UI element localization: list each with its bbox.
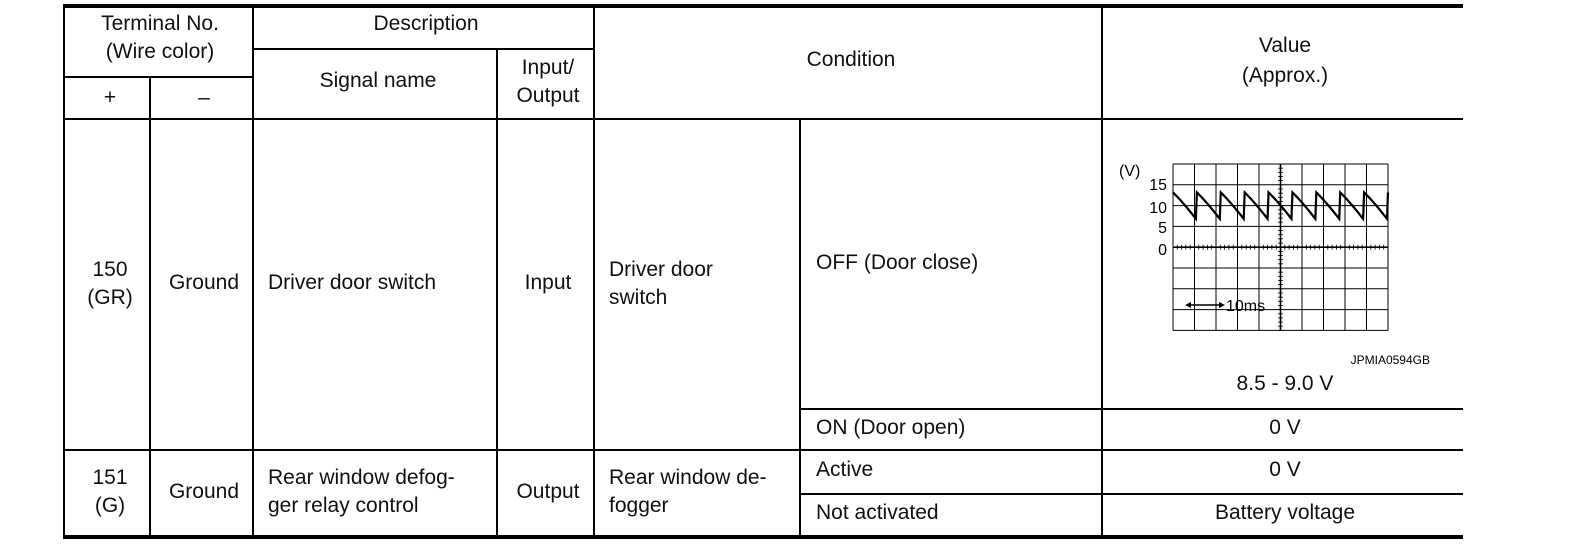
rule (496, 48, 498, 538)
ground-label: Ground (168, 271, 240, 294)
rule (63, 4, 65, 538)
timebase-label: 10ms (1226, 298, 1266, 315)
rule (593, 4, 595, 538)
tick-label: 15 (1149, 177, 1167, 194)
table-top-rule (63, 4, 1463, 8)
signal-name: Driver door switch (268, 271, 437, 294)
header-output: Output (516, 84, 580, 107)
signal-name: ger relay control (268, 494, 419, 517)
header-terminal-no: Terminal No. (101, 12, 219, 35)
rule (252, 4, 254, 538)
header-value: Value (1258, 34, 1312, 57)
figure-code: JPMIA0594GB (1350, 353, 1430, 367)
value-label: 0 V (1269, 416, 1301, 439)
rule (63, 449, 799, 451)
timebase-marker (1185, 298, 1265, 315)
rule (799, 493, 1463, 495)
condition-label: Rear window de- (609, 466, 767, 489)
value-label: Battery voltage (1214, 501, 1356, 524)
rule (799, 118, 801, 538)
state-label: ON (Door open) (816, 416, 966, 439)
rule (149, 76, 151, 538)
tick-label: 5 (1158, 220, 1167, 237)
rule (1101, 4, 1103, 538)
header-plus: + (103, 86, 117, 109)
tick-label: 10 (1149, 200, 1167, 217)
table-bottom-rule (63, 535, 1463, 539)
header-approx: (Approx.) (1241, 64, 1329, 87)
header-wire-color: (Wire color) (105, 40, 215, 63)
oscilloscope-graph (1115, 152, 1455, 372)
condition-label: switch (609, 286, 668, 309)
rule (252, 48, 593, 50)
header-description: Description (373, 12, 479, 35)
rule (799, 408, 1463, 410)
state-label: Active (816, 458, 874, 481)
rule (63, 118, 1463, 120)
rule (799, 449, 1463, 451)
condition-label: Driver door (609, 258, 713, 281)
state-label: Not activated (816, 501, 939, 524)
waveform-figure (1115, 152, 1455, 372)
wire-color: (GR) (87, 286, 133, 309)
header-minus: – (198, 86, 210, 109)
header-signal-name: Signal name (319, 69, 437, 92)
io-label: Output (516, 480, 580, 503)
wire-color: (G) (94, 494, 126, 517)
value-label: 8.5 - 9.0 V (1236, 372, 1334, 395)
tick-label: 0 (1158, 242, 1167, 259)
condition-label: fogger (609, 494, 669, 517)
voltage-unit-label: (V) (1119, 163, 1141, 180)
terminal-number: 151 (92, 466, 128, 489)
header-condition: Condition (806, 48, 896, 71)
signal-name: Rear window defog- (268, 466, 455, 489)
header-input: Input/ (521, 56, 575, 79)
terminal-number: 150 (92, 258, 128, 281)
rule (63, 76, 252, 78)
value-label: 0 V (1269, 458, 1301, 481)
ground-label: Ground (168, 480, 240, 503)
io-label: Input (524, 271, 572, 294)
state-label: OFF (Door close) (816, 251, 979, 274)
